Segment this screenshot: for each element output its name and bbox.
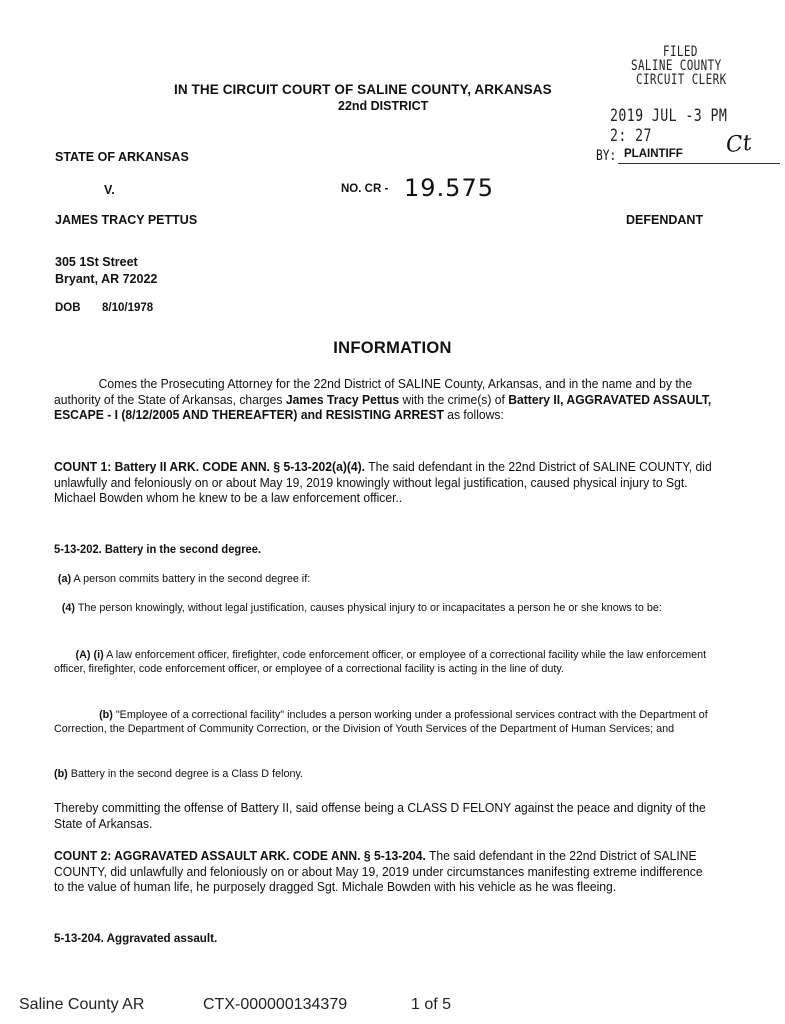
statute-1-b-text: "Employee of a correctional facility" includes a person working under a professional services contract with the Department of Correction, the Department of Community Correction, or the Division of Youth Services of the Department of Human Services; and — [54, 709, 708, 735]
stamp-filed: FILED — [663, 44, 698, 60]
clerk-initials: Ct — [724, 130, 753, 159]
statute-1-b2-label: (b) — [54, 768, 68, 780]
signature-line — [618, 163, 780, 164]
versus-label: V. — [104, 183, 115, 197]
defendant-address-line2: Bryant, AR 72022 — [55, 272, 158, 286]
statute-1-A-label: (A) (i) — [75, 649, 104, 661]
district-heading: 22nd DISTRICT — [338, 99, 429, 113]
stamp-county: SALINE COUNTY — [631, 58, 722, 74]
intro-text-3: as follows: — [443, 408, 504, 422]
statute-1-4-text: The person knowingly, without legal justification, causes physical injury to or incapacitates a person he or she knows to be: — [75, 602, 662, 614]
statute-1-a-text: A person commits battery in the second degree if: — [71, 573, 311, 585]
statute-1-a-label: (a) — [57, 573, 72, 585]
statute-2-heading: 5-13-204. Aggravated assault. — [54, 931, 218, 945]
footer-document-id: CTX-000000134379 — [203, 996, 348, 1013]
stamp-clerk: CIRCUIT CLERK — [636, 72, 727, 88]
statute-1-subsection-A — [54, 648, 720, 676]
statute-1-heading: 5-13-202. Battery in the second degree. — [54, 544, 262, 556]
dob-label: DOB — [55, 302, 81, 314]
intro-text-1: Comes the Prosecuting Attorney for the 22nd District of SALINE County, Arkansas, and in the name and by the authority of the State of Arkansas, charges — [54, 377, 693, 407]
count-2-text: The said defendant in the 22nd District of SALINE COUNTY, did unlawfully and feloniously on or about May 19, 2019 under circumstances manifesting extreme indifference to the value of human life, he purposely dragged Sgt. Michale Bowden with his vehicle as he was fleeing. — [54, 849, 703, 894]
stamp-by-value: PLAINTIFF — [624, 148, 683, 160]
count-1-text: The said defendant in the 22nd District of SALINE COUNTY, did unlawfully and feloniously on or about May 19, 2019 knowingly without legal justification, caused physical injury to Sgt. Michael Bowden whom he knew to be a law enforcement officer.. — [54, 460, 712, 505]
count-2-paragraph — [54, 849, 714, 896]
document-title: INFORMATION — [333, 339, 452, 357]
defendant-address-line1: 305 1St Street — [55, 255, 138, 269]
stamp-by-label: BY: — [596, 148, 617, 164]
plaintiff-name: STATE OF ARKANSAS — [55, 150, 189, 164]
statute-1-4-label: (4) — [61, 602, 76, 614]
defendant-name: JAMES TRACY PETTUS — [55, 213, 198, 227]
intro-charges: Battery II, AGGRAVATED ASSAULT, ESCAPE - I (8/12/2005 AND THEREAFTER) and RESISTING ARREST — [54, 392, 712, 422]
case-number-value: 19.575 — [404, 174, 494, 202]
dob-value: 8/10/1978 — [102, 302, 154, 314]
footer-page-number: 1 of 5 — [411, 996, 452, 1013]
intro-paragraph — [54, 377, 714, 424]
defendant-role: DEFENDANT — [626, 213, 704, 227]
statute-1-A-text: A law enforcement officer, firefighter, code enforcement officer, or employee of a correctional facility while the law enforcement officer, firefighter, code enforcement officer, or employee of a correctional facility is acting in the line of duty. — [54, 649, 707, 675]
thereby-paragraph: Thereby committing the offense of Battery II, said offense being a CLASS D FELONY against the peace and dignity of the State of Arkansas. — [54, 801, 706, 831]
count-2-heading: COUNT 2: AGGRAVATED ASSAULT ARK. CODE ANN. § 5-13-204. — [54, 849, 426, 863]
case-number-label: NO. CR - — [341, 183, 389, 195]
intro-defendant: James Tracy Pettus — [285, 392, 400, 407]
count-1-heading: COUNT 1: Battery II ARK. CODE ANN. § 5-13-202(a)(4). — [54, 460, 366, 474]
statute-1-b2-text: Battery in the second degree is a Class D felony. — [67, 768, 304, 780]
statute-1-subsection-4 — [54, 601, 720, 615]
court-heading: IN THE CIRCUIT COURT OF SALINE COUNTY, ARKANSAS — [174, 82, 552, 97]
statute-1-subsection-a — [54, 572, 720, 586]
statute-1-subsection-b-felony — [54, 767, 720, 781]
footer-county: Saline County AR — [19, 996, 145, 1013]
statute-1-b-label: (b) — [99, 709, 113, 721]
stamp-date: 2019 JUL -3 PM 2: 27 — [610, 106, 728, 146]
intro-text-2: with the crime(s) of — [399, 392, 509, 407]
count-1-paragraph — [54, 460, 714, 507]
statute-1-subsection-b — [54, 708, 720, 736]
